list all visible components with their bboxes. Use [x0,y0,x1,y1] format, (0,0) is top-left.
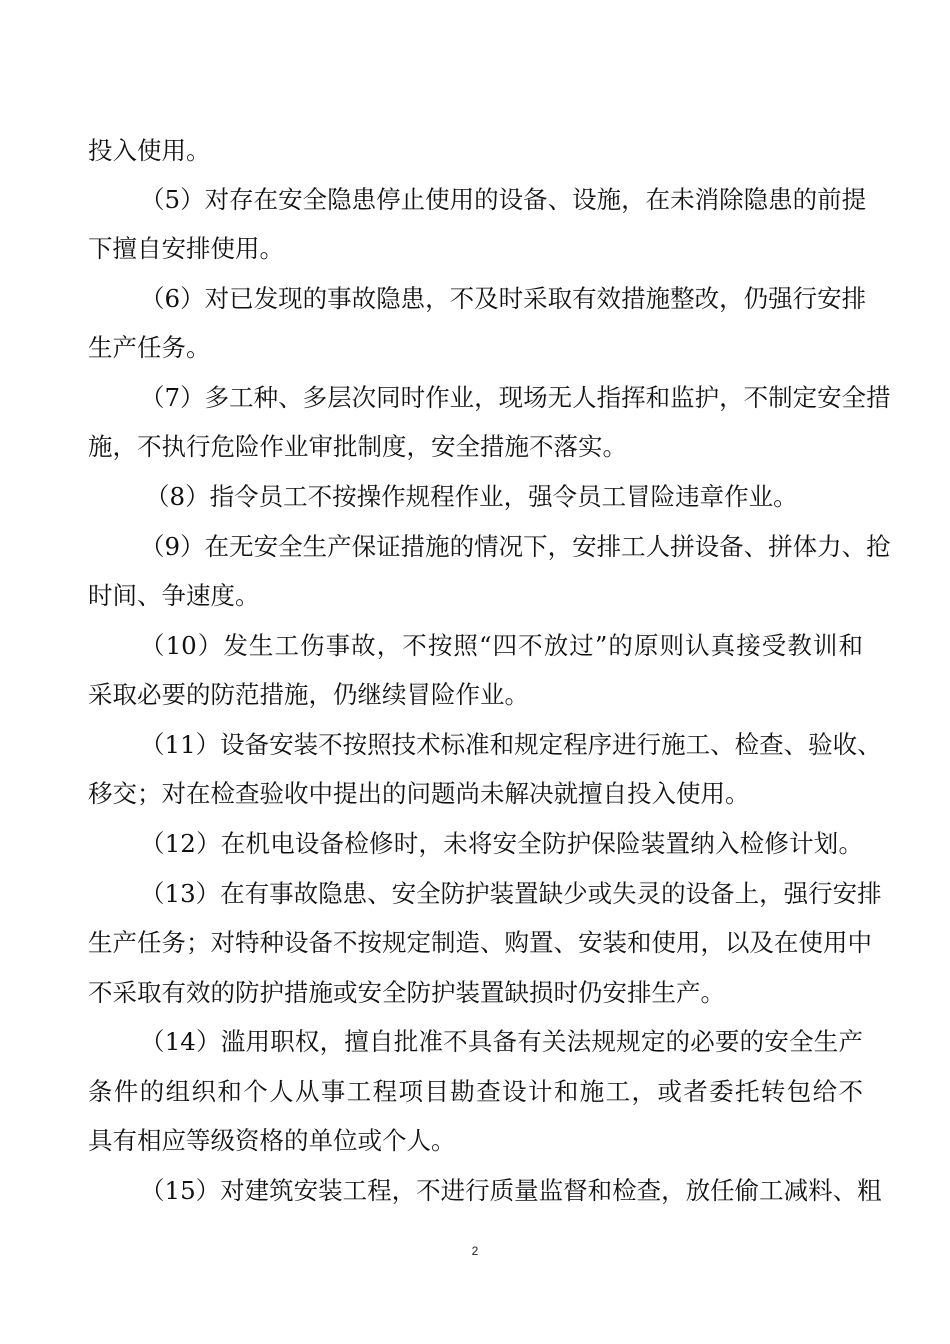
text-line: 投入使用。 [88,136,211,165]
list-item-5-line-1: （5）对存在安全隐患停止使用的设备、设施，在未消除隐患的前提 [140,185,867,214]
list-item-10-line-2: 采取必要的防范措施，仍继续冒险作业。 [88,680,529,709]
list-item-15-line-1: （15）对建筑安装工程，不进行质量监督和检查，放任偷工减料、粗 [140,1176,882,1205]
list-item-10-line-1: （10）发生工伤事故，不按照“四不放过”的原则认真接受教训和 [140,631,863,660]
page-number: 2 [471,1244,479,1258]
list-item-6-line-2: 生产任务。 [88,333,211,362]
list-item-13-line-1: （13）在有事故隐患、安全防护装置缺少或失灵的设备上，强行安排 [140,879,882,908]
list-item-14-line-2: 条件的组织和个人从事工程项目勘查设计和施工，或者委托转包给不 [88,1077,863,1106]
list-item-13-line-2: 生产任务；对特种设备不按规定制造、购置、安装和使用，以及在使用中 [88,928,872,957]
list-item-7-line-1: （7）多工种、多层次同时作业，现场无人指挥和监护，不制定安全措 [140,383,891,412]
list-item-7-line-2: 施，不执行危险作业审批制度，安全措施不落实。 [88,432,627,461]
list-item-5-line-2: 下擅自安排使用。 [88,234,284,263]
list-item-9-line-1: （9）在无安全生产保证措施的情况下，安排工人拼设备、拼体力、抢 [140,532,891,561]
list-item-9-line-2: 时间、争速度。 [88,581,260,610]
list-item-13-line-3: 不采取有效的防护措施或安全防护装置缺损时仍安排生产。 [88,978,725,1007]
list-item-12-line-1: （12）在机电设备检修时，未将安全防护保险装置纳入检修计划。 [140,829,863,858]
list-item-8-line-1: （8）指令员工不按操作规程作业，强令员工冒险违章作业。 [145,482,798,511]
list-item-14-line-3: 具有相应等级资格的单位或个人。 [88,1126,456,1155]
list-item-14-line-1: （14）滥用职权，擅自批准不具备有关法规规定的必要的安全生产 [140,1027,863,1056]
list-item-11-line-1: （11）设备安装不按照技术标准和规定程序进行施工、检查、验收、 [140,730,882,759]
list-item-6-line-1: （6）对已发现的事故隐患，不及时采取有效措施整改，仍强行安排 [140,284,867,313]
list-item-11-line-2: 移交；对在检查验收中提出的问题尚未解决就擅自投入使用。 [88,779,750,808]
